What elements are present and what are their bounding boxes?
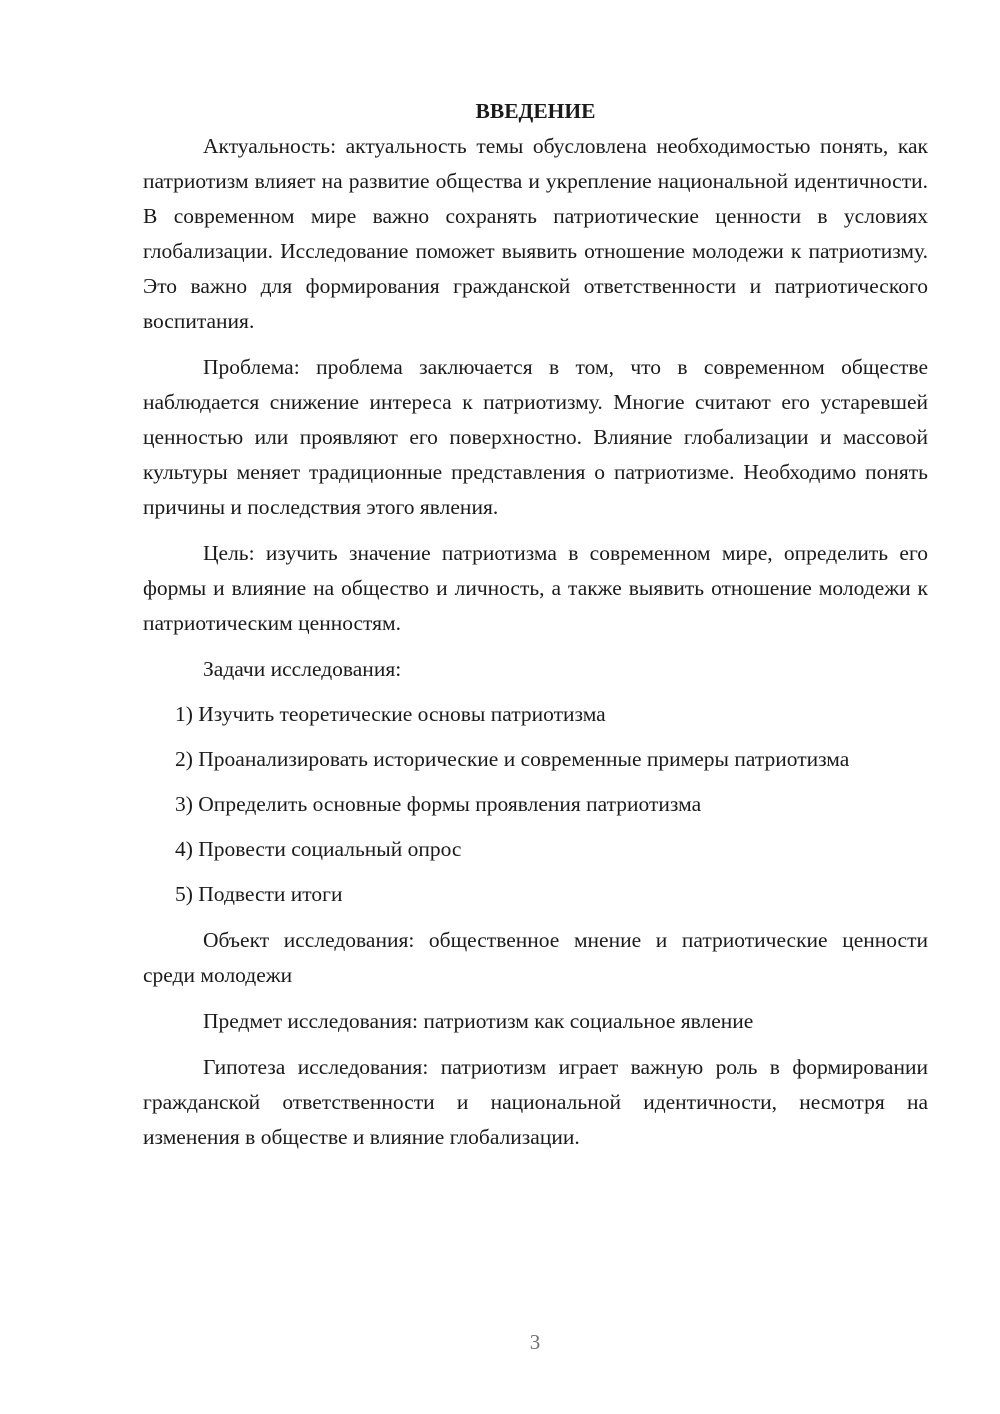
page-number: 3: [529, 1330, 541, 1354]
document-page: [143, 92, 928, 1155]
paragraph-hypothesis: Гипотеза исследования: патриотизм играет важную роль в формировании гражданской ответственности и национальной идентичности, несмотря на изменения в обществе и влияние глобализации.: [143, 1055, 928, 1149]
task-item-3: 3) Определить основные формы проявления патриотизма: [175, 792, 702, 816]
paragraph-problem: Проблема: проблема заключается в том, что в современном обществе наблюдается снижение интереса к патриотизму. Многие считают его устаревшей ценностью или проявляют его поверхностно. Влияние глобализации и массовой культуры меняет традиционные представления о патриотизме. Необходимо понять причины и последствия этого явления.: [143, 355, 928, 519]
task-item-5: 5) Подвести итоги: [175, 882, 343, 906]
task-item-1: 1) Изучить теоретические основы патриотизма: [175, 702, 606, 726]
paragraph-relevance: Актуальность: актуальность темы обусловлена необходимостью понять, как патриотизм влияет на развитие общества и укрепление национальной идентичности. В современном мире важно сохранять патриотические ценности в условиях глобализации. Исследование поможет выявить отношение молодежи к патриотизму. Это важно для формирования гражданской ответственности и патриотического воспитания.: [143, 134, 928, 333]
paragraph-subject: Предмет исследования: патриотизм как социальное явление: [203, 1009, 754, 1033]
paragraph-goal: Цель: изучить значение патриотизма в современном мире, определить его формы и влияние на общество и личность, а также выявить отношение молодежи к патриотическим ценностям.: [143, 541, 928, 635]
task-item-2: 2) Проанализировать исторические и современные примеры патриотизма: [175, 747, 850, 771]
paragraph-object: Объект исследования: общественное мнение и патриотические ценности среди молодежи: [143, 928, 928, 987]
task-item-4: 4) Провести социальный опрос: [175, 837, 462, 861]
page-title: ВВЕДЕНИЕ: [475, 99, 596, 123]
tasks-heading: Задачи исследования:: [203, 657, 402, 681]
